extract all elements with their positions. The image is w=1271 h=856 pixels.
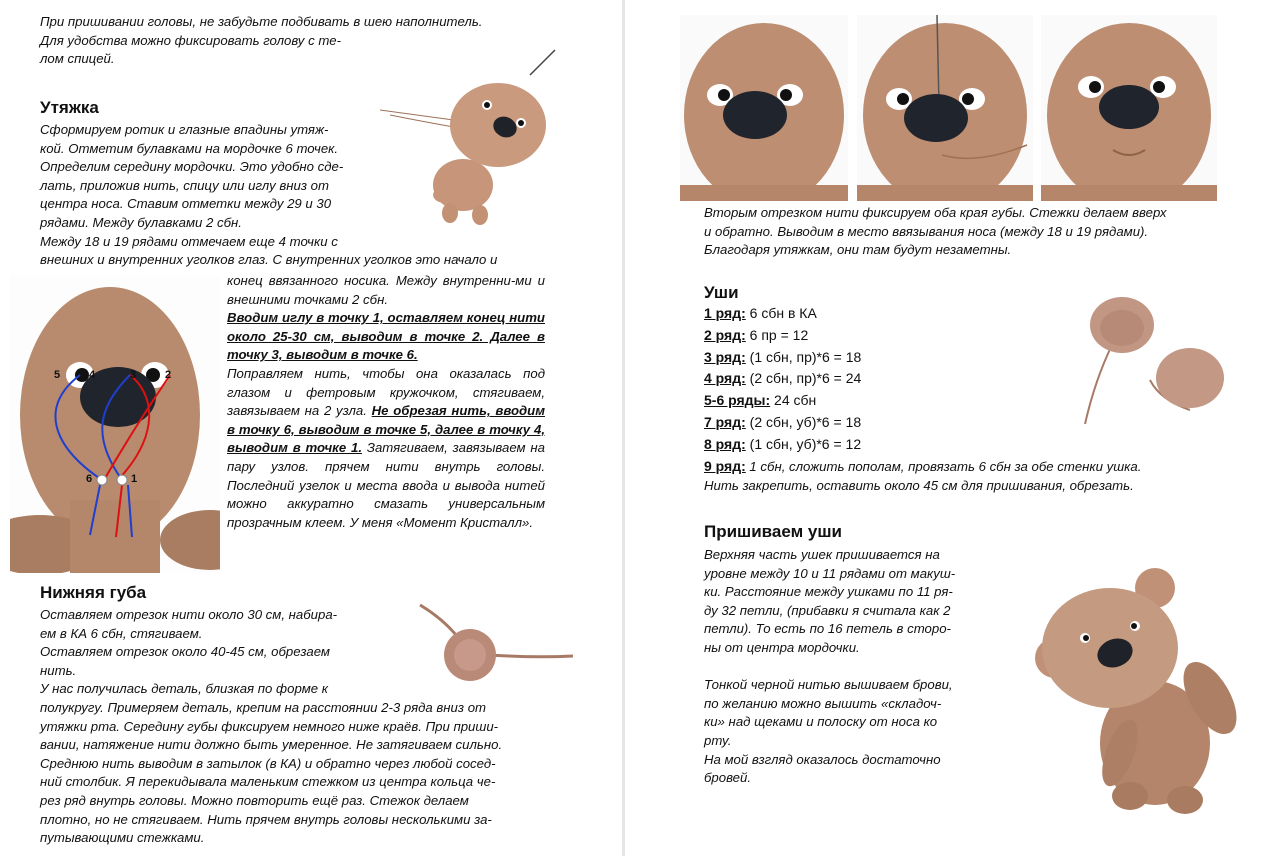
text-line: ем в КА 6 сбн, стягиваем. (40, 625, 203, 641)
intro-line: лом спицей. (40, 51, 115, 67)
row-text: (2 сбн, пр)*6 = 24 (745, 370, 862, 387)
text-span: Затягиваем, завязываем на пару узлов. прячем нити внутрь головы. Последний узелок и места ввода и вывода нитей можно аккуратно смазать универсальным прозрачным клеем. У меня «Момент Кристалл». (227, 440, 546, 530)
ear-row (704, 434, 1244, 456)
text-line: бровей. (704, 770, 752, 786)
intro-line: При пришивании головы, не забудьте подбивать в шею наполнитель. (40, 14, 483, 29)
caption-line: Благодаря утяжкам, они там будут незаметны. (704, 242, 1012, 258)
caption-line: Вторым отрезком нити фиксируем оба края губы. Стежки делаем вверх (704, 205, 1167, 220)
text-paragraph (227, 365, 545, 532)
tightening-steps (227, 272, 545, 532)
ear-row (704, 456, 1244, 478)
left-page (0, 0, 622, 856)
point-label: 6 (86, 473, 93, 485)
row-number: 5-6 ряды: (704, 392, 771, 409)
sew-ears-text (704, 546, 986, 788)
ears-photo (1080, 290, 1230, 425)
row-number: 4 ряд: (704, 370, 746, 387)
text-line: Сформируем ротик и глазные впадины утяж- (40, 122, 329, 137)
text-line: центра носа. Ставим отметки между 29 и 30 (40, 196, 332, 212)
intro-line: Для удобства можно фиксировать голову с те- (40, 32, 342, 48)
text-line: Тонкой черной нитью вышиваем брови, (704, 677, 953, 693)
bold-instruction: Вводим иглу в точку 1, оставляем конец нити около 25-30 см, выводим в точке 2. Далее в точку 3, выводим в точке 6. (227, 310, 545, 363)
text-line: лать, приложив нить, спицу или иглу вниз от (40, 177, 329, 193)
text-line: утяжки рта. Середину губы фиксируем немного ниже краёв. При приши- (40, 718, 499, 734)
text-line: нить. (40, 662, 77, 678)
row-text: 6 пр = 12 (745, 326, 809, 343)
point-label: 4 (89, 369, 96, 381)
text-line: Определим середину мордочки. Это удобно сде- (40, 159, 344, 175)
row-text: 24 сбн (770, 392, 817, 409)
point-label: 3 (130, 369, 137, 381)
row-number: 8 ряд: (704, 435, 746, 452)
toy-needle-photo (380, 45, 560, 225)
text-line: Между 18 и 19 рядами отмечаем еще 4 точки с (40, 233, 338, 249)
head-photo-2 (857, 15, 1033, 201)
section-title-tightening: Утяжка (40, 98, 99, 117)
text-line: рту. (704, 732, 732, 748)
text-line: ки» над щеками и полоску от носа ко (704, 714, 938, 730)
text-line: плотно, но не стягиваем. Нить прячем внутрь головы несколькими за- (40, 811, 492, 827)
text-line: рез ряд внутрь головы. Можно повторить ещё раз. Стежок делаем (40, 792, 469, 808)
caption-line: и обратно. Выводим в место ввязывания носа (между 18 и 19 рядами). (704, 223, 1149, 239)
text-paragraph: конец ввязанного носика. Между внутренни-ми и внешними точками 2 сбн. (227, 273, 545, 307)
bear-photo (1010, 548, 1250, 818)
text-span: Поправляем нить, чтобы она оказалась под глазом и фетровым кружочком, стягиваем, завязываем на 2 узла. (227, 365, 545, 419)
text-line: Верхняя часть ушек пришивается на (704, 547, 940, 562)
section-title-sew-ears: Пришиваем уши (704, 522, 842, 541)
row-number: 1 ряд: (704, 305, 746, 321)
row-text: (1 сбн, пр)*6 = 18 (745, 348, 862, 365)
text-line: петли). То есть по 16 петель в сторо- (704, 621, 951, 637)
text-line: ду 32 петли, (прибавки я считала как 2 (704, 602, 951, 618)
text-line: кой. Отметим булавками на мордочке 6 точек. (40, 140, 339, 156)
row-text: 6 сбн в КА (745, 305, 817, 321)
point-label: 5 (54, 369, 61, 381)
head-diagram-photo (10, 275, 220, 573)
ear-end-note: Нить закрепить, оставить около 45 см для пришивания, обрезать. (704, 478, 1134, 494)
row-text: 1 сбн, сложить пополам, провязать 6 сбн за обе стенки ушка. (745, 458, 1142, 474)
section-title-lower-lip: Нижняя губа (40, 583, 147, 602)
text-line: по желанию можно вышить «складоч- (704, 695, 942, 711)
text-line: Оставляем отрезок около 40-45 см, обрезаем (40, 644, 330, 660)
text-line: У нас получилась деталь, близкая по форме к (40, 681, 328, 697)
text-line: Среднюю нить выводим в затылок (в КА) и обратно через любой сосед- (40, 755, 496, 771)
text-line: вании, натяжение нити должно быть умеренное. Не затягиваем сильно. (40, 737, 503, 753)
lip-caption (704, 204, 1244, 260)
row-text: (2 сбн, уб)*6 = 18 (745, 413, 862, 430)
row-text: (1 сбн, уб)*6 = 12 (745, 435, 862, 452)
head-photo-3 (1041, 15, 1217, 201)
text-line: путывающими стежками. (40, 830, 205, 846)
right-page (625, 0, 1271, 856)
text-line (704, 658, 986, 677)
text-line: На мой взгляд оказалось достаточно (704, 751, 941, 767)
bold-instruction: Не обрезая нить, вводим в точку 6, выводим в точке 5, далее в точку 4, выводим в точке 1. (227, 403, 545, 456)
point-label: 2 (165, 369, 172, 381)
row-number: 7 ряд: (704, 413, 746, 430)
text-line: уровне между 10 и 11 рядами от макуш- (704, 565, 956, 581)
row-number: 3 ряд: (704, 348, 746, 365)
text-line: полукругу. Примеряем деталь, крепим на расстоянии 2-3 ряда вниз от (40, 699, 487, 715)
lip-piece-photo (415, 600, 575, 690)
text-line: внешних и внутренних уголков глаз. С внутренних уголков это начало и (40, 252, 498, 268)
text-line: ки. Расстояние между ушками по 11 ря- (704, 584, 953, 600)
section-title-ears: Уши (704, 283, 739, 302)
text-line: ний столбик. Я перекидывала маленьким стежком из центра кольца че- (40, 774, 496, 790)
row-number: 9 ряд: (704, 457, 746, 474)
point-label: 1 (131, 473, 138, 485)
text-line: рядами. Между булавками 2 сбн. (40, 214, 242, 230)
text-line: Оставляем отрезок нити около 30 см, набира- (40, 607, 338, 622)
row-number: 2 ряд: (704, 326, 746, 343)
text-line: ны от центра мордочки. (704, 639, 860, 655)
head-photo-1 (680, 15, 848, 201)
